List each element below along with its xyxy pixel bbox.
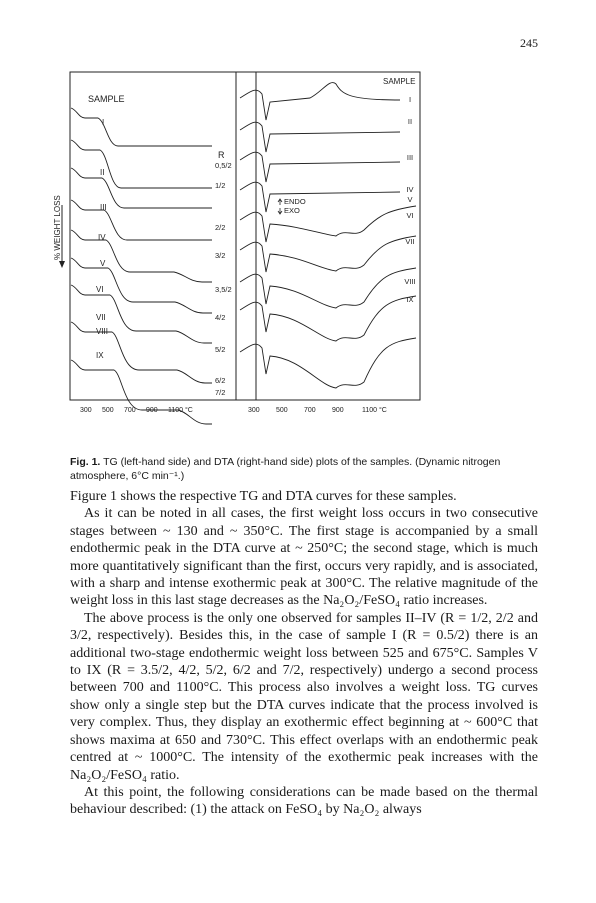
page-number: 245 [520,36,538,50]
paragraph-3: The above process is the only one observed for samples II–IV (R = 1/2, 2/2 and 3/2, respectively). Besides this, in the case of sample I (R = 0.5/2) there is an additional two-stage endothermic weight loss between 525 and 675°C. Samples V to IX (R = 3.5/2, 4/2, 5/2, 6/2 and 7/2, respectively) undergo a second process between 700 and 1100°C. This process also involves a weight loss. TG curves show only a single step but the DTA curves indicate that the process involved is very complex. Thus, they display an exothermic effect beginning at ~ 600°C that shows maxima at 650 and 730°C. This effect overlaps with an endothermic peak centred at ~ 1000°C. The intensity of the exothermic peak increases with the Na₂O₂/FeSO₄ ratio. [70,610,538,783]
dta-curves [240,83,416,388]
dta-sample-label: VIII [404,277,416,286]
tg-ratio-label: 3,5/2 [215,285,232,294]
tg-curve [71,258,212,313]
tg-x-ticks [80,406,193,414]
dta-sample-header: SAMPLE [383,77,416,86]
dta-curve [240,152,400,182]
tg-ratio-label: 5/2 [215,345,226,354]
tg-sample-label: IX [96,351,104,360]
dta-sample-label: IV [406,185,414,194]
tg-x-tick-label: 1100 °C [168,407,193,414]
tg-sample-labels [96,118,108,360]
dta-sample-label: III [406,153,414,162]
tg-y-axis-arrowhead [59,261,65,268]
tg-curve [71,140,212,188]
tg-ratio-label: 1/2 [215,181,226,190]
paragraph-1: Figure 1 shows the respective TG and DTA curves for these samples. [70,489,457,504]
dta-sample-labels [404,95,415,304]
dta-exo-label: EXO [284,206,300,215]
dta-curve [240,338,416,388]
dta-curve [240,122,400,152]
tg-ratio-label: 4/2 [215,313,226,322]
dta-sample-label: V [407,195,413,204]
caption-label: Fig. 1. [70,456,101,468]
dta-frame [236,72,420,400]
tg-r-header: R [218,150,225,160]
tg-y-axis-label: % WEIGHT LOSS [53,195,62,260]
caption-text: TG (left-hand side) and DTA (right-hand side) plots of the samples. (Dynamic nitrogen atmosphere, 6°C min⁻¹.) [70,456,501,482]
tg-ratio-label: 3/2 [215,251,226,260]
dta-endo-label: ENDO [284,197,306,206]
tg-ratio-label: 2/2 [215,223,226,232]
tg-ratio-label: 6/2 [215,376,226,385]
figure-1 [40,70,560,432]
dta-x-ticks [248,406,387,414]
tg-sample-label: II [100,168,105,177]
tg-curves [71,108,212,424]
tg-sample-label: VIII [96,327,109,336]
dta-x-tick-label: 700 [304,407,316,414]
dta-x-tick-label: 300 [248,407,260,414]
tg-ratio-label: 7/2 [215,388,226,397]
tg-sample-label: IV [98,233,106,242]
dta-x-tick-label: 1100 °C [362,407,387,414]
body-text [70,488,538,819]
tg-sample-label: VII [96,313,106,322]
tg-x-tick-label: 500 [102,407,114,414]
tg-x-tick-label: 300 [80,407,92,414]
dta-x-tick-label: 500 [276,407,288,414]
tg-ratio-labels [215,161,232,397]
tg-curve [71,230,212,282]
dta-sample-label: IX [406,295,414,304]
paragraph-4: At this point, the following considerations can be made based on the thermal behaviour described: (1) the attack on FeSO₄ by Na₂O₂ always [70,784,538,818]
dta-sample-label: VII [405,237,415,246]
tg-curve [71,108,212,146]
tg-curve [71,200,212,240]
paragraph-2: As it can be noted in all cases, the first weight loss occurs in two consecutive stages between ~ 130 and ~ 350°C. The first stage is accompanied by a small endothermic peak in the DTA curve at ~ 250°C; the second stage, which is much more quantitatively significant than the first, occurs very rapidly, and is associated, with a sharp and intense exothermic peak at 300°C. The relative magnitude of the weight loss in this last stage decreases as the Na₂O₂/FeSO₄ ratio increases. [70,506,538,609]
dta-curve [240,182,400,212]
figure-caption [70,455,538,483]
tg-x-tick-label: 900 [146,407,158,414]
figure-svg [40,70,560,432]
dta-curve [240,268,416,308]
tg-sample-header: SAMPLE [88,94,125,104]
tg-sample-label: VI [96,285,104,294]
tg-x-tick-label: 700 [124,407,136,414]
dta-curve [240,83,400,120]
dta-sample-label: I [408,95,412,104]
dta-x-tick-label: 900 [332,407,344,414]
tg-sample-label: III [100,203,107,212]
tg-ratio-label: 0,5/2 [215,161,232,170]
dta-sample-label: VI [406,211,414,220]
tg-sample-label: I [102,118,105,127]
dta-sample-label: II [407,117,413,126]
tg-sample-label: V [100,259,106,268]
tg-curve [71,285,212,343]
exo-arrow-icon [278,208,282,214]
endo-arrow-icon [278,199,282,205]
